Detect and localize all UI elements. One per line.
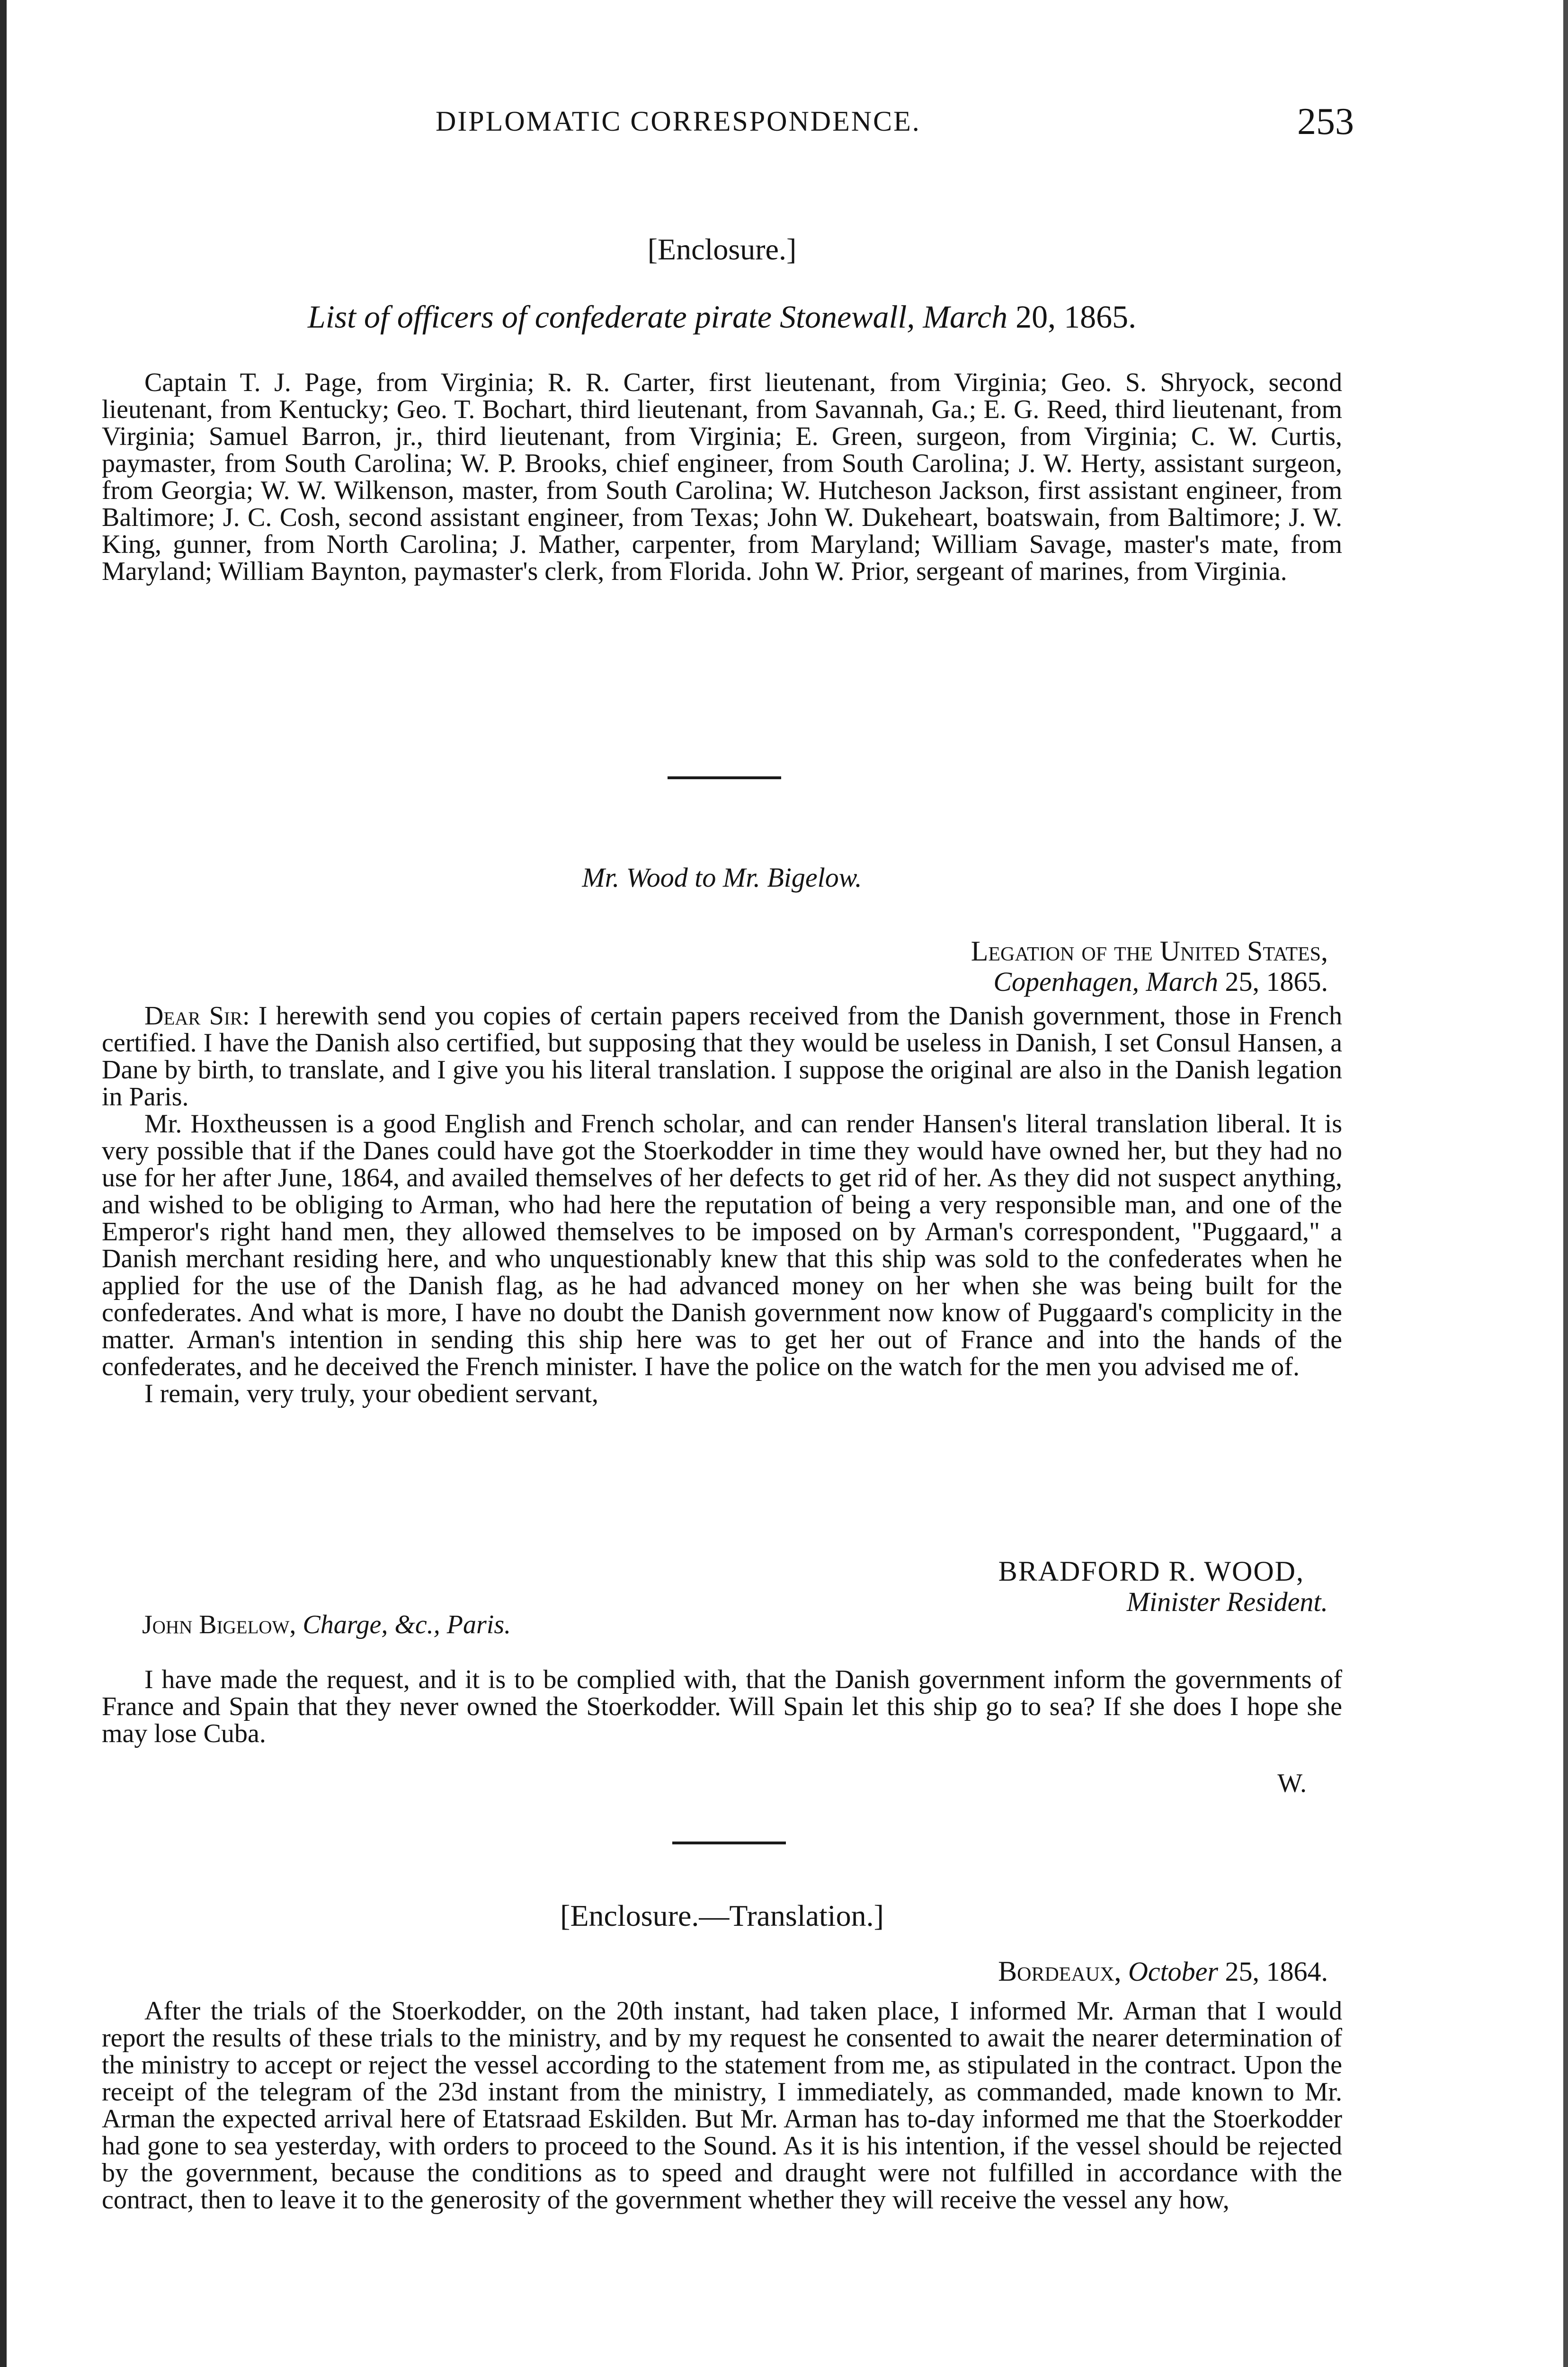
bordeaux-date: 25, 1864. xyxy=(1225,1956,1328,1987)
list-title-date: 20, 1865. xyxy=(1016,299,1137,335)
letter-body xyxy=(102,1003,1342,1407)
dateline-place: Copenhagen, March xyxy=(993,966,1218,997)
postscript-initial: W. xyxy=(1277,1769,1307,1798)
bordeaux-dateline xyxy=(102,1955,1328,1988)
bordeaux-place: Bordeaux, xyxy=(998,1956,1122,1987)
addressee xyxy=(142,1610,1382,1640)
page-number: 253 xyxy=(1297,101,1354,142)
letter-paragraph-1 xyxy=(102,1003,1342,1111)
running-title: DIPLOMATIC CORRESPONDENCE. xyxy=(436,106,921,137)
letter-dateline xyxy=(102,966,1328,997)
postscript: I have made the request, and it is to be complied with, that the Danish government inform the governments of France and Spain that they never owned the Stoerkodder. Will Spain let this ship go to sea? If she does I hope she may lose Cuba. xyxy=(102,1665,1342,1748)
section-divider xyxy=(668,776,781,779)
addressee-rest: Charge, &c., Paris. xyxy=(303,1610,511,1639)
signer-name: BRADFORD R. WOOD, xyxy=(998,1556,1304,1587)
list-title-text: List of officers of confederate pirate Stonewall, March xyxy=(307,299,1008,335)
bordeaux-month: October xyxy=(1128,1956,1218,1987)
dateline-date: 25, 1865. xyxy=(1225,966,1328,997)
signer-title: Minister Resident. xyxy=(1126,1586,1328,1617)
paragraph-1-text: I herewith send you copies of certain papers received from the Danish government, those in French certified. I have the Danish also certified, but supposing that they would be useless in Danish, I set Consul Hansen, a Dane by birth, to translate, and I give you his literal translation. I suppose the original are also in the Danish legation in Paris. xyxy=(102,1001,1343,1112)
section-divider-2 xyxy=(672,1842,786,1844)
list-title xyxy=(102,298,1342,336)
page-header xyxy=(407,101,1354,148)
legation-heading: Legation of the United States, xyxy=(971,935,1328,967)
closing: I remain, very truly, your obedient servant, xyxy=(144,1379,598,1408)
letter-title: Mr. Wood to Mr. Bigelow. xyxy=(582,862,862,893)
salutation: Dear Sir: xyxy=(144,1001,250,1031)
officers-list: Captain T. J. Page, from Virginia; R. R. Carter, first lieutenant, from Virginia; Geo. S. Shryock, second lieutenant, from Kentucky; Geo. T. Bochart, third lieutenant, from Savannah, Ga.; E. G. Reed, third lieutenant, from Virginia; Samuel Barron, jr., third lieutenant, from Virginia; E. Green, surgeon, from Virginia; C. W. Curtis, paymaster, from South Carolina; W. P. Brooks, chief engineer, from South Carolina; J. W. Herty, assistant surgeon, from Georgia; W. W. Wilkenson, master, from South Carolina; W. Hutcheson Jackson, first assistant engineer, from Baltimore; J. C. Cosh, second assistant engineer, from Texas; John W. Dukeheart, boatswain, from Baltimore; J. W. King, gunner, from North Carolina; J. Mather, carpenter, from Maryland; William Savage, master's mate, from Maryland; William Baynton, paymaster's clerk, from Florida. John W. Prior, sergeant of marines, from Virginia. xyxy=(102,368,1342,586)
addressee-name: John Bigelow, xyxy=(142,1610,296,1639)
translation-label: [Enclosure.—Translation.] xyxy=(560,1899,884,1932)
scan-left-edge xyxy=(0,0,7,2367)
letter-paragraph-2: Mr. Hoxtheussen is a good English and French scholar, and can render Hansen's literal translation liberal. It is very possible that if the Danes could have got the Stoerkodder in time they would have owned her, but they had no use for her after June, 1864, and availed themselves of her defects to get rid of her. As they did not suspect anything, and wished to be obliging to Arman, who had here the reputation of being a very responsible man, and one of the Emperor's right hand men, they allowed themselves to be imposed on by Arman's correspondent, "Puggaard," a Danish merchant residing here, and who unquestionably knew that this ship was sold to the confederates when he applied for the use of the Danish flag, as he had advanced money on her when she was being built for the confederates. And what is more, I have no doubt the Danish government now know of Puggaard's complicity in the matter. Arman's intention in sending this ship here was to get her out of France and into the hands of the confederates, and he deceived the French minister. I have the police on the watch for the men you advised me of. xyxy=(102,1109,1342,1381)
translation-body: After the trials of the Stoerkodder, on the 20th instant, had taken place, I informed Mr. Arman that I would report the results of these trials to the ministry, and by my request he consented to await the nearer determination of the ministry to accept or reject the vessel according to the statement from me, as stipulated in the contract. Upon the receipt of the telegram of the 23d instant from the ministry, I immediately, as commanded, made known to Mr. Arman the expected arrival here of Etatsraad Eskilden. But Mr. Arman has to-day informed me that the Stoerkodder had gone to sea yesterday, with orders to proceed to the Sound. As it is his intention, if the vessel should be rejected by the government, because the conditions as to speed and draught were not fulfilled in accordance with the contract, then to leave it to the generosity of the government whether they will receive the vessel any how, xyxy=(102,1996,1342,2215)
scan-right-edge xyxy=(1563,0,1568,2367)
enclosure-label: [Enclosure.] xyxy=(647,232,797,266)
